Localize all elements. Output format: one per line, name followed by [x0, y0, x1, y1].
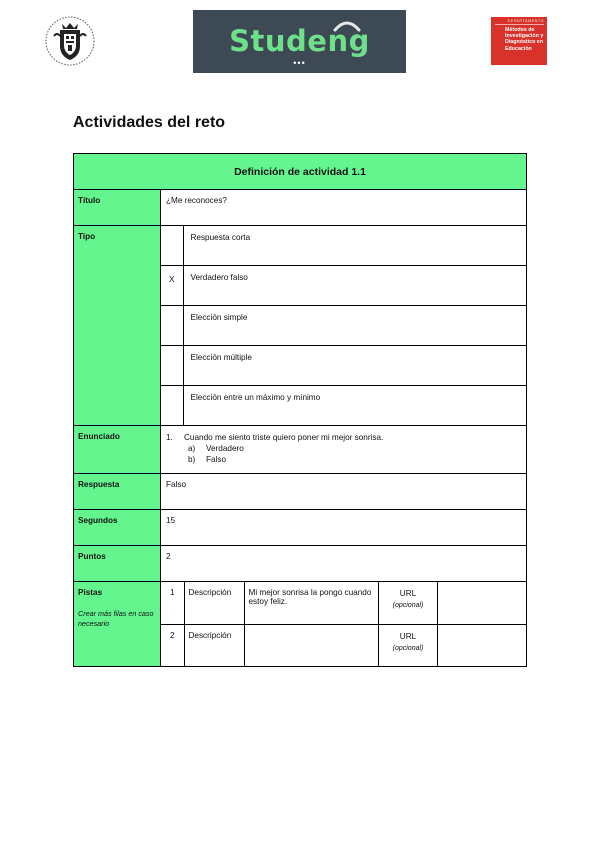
pista-number: 1	[161, 582, 184, 624]
tipo-option-label: Respuesta corta	[183, 226, 526, 266]
respuesta-label: Respuesta	[74, 474, 161, 510]
tipo-option-label: Elección simple	[183, 306, 526, 346]
pista-description-label: Descripción	[184, 582, 244, 624]
tipo-option-label: Elección entre un máximo y mínimo	[190, 393, 321, 402]
pistas-hint: Crear más filas en caso necesario	[78, 609, 154, 628]
pista-url-note: (opcional)	[392, 644, 424, 652]
activity-heading: Definición de actividad 1.1	[74, 154, 527, 190]
pista-description[interactable]: Mi mejor sonrisa la pongo cuando estoy feliz.	[244, 582, 378, 624]
pista-description[interactable]	[244, 624, 378, 666]
pista-url-label: URL	[399, 589, 417, 598]
tipo-option-checkbox[interactable]	[161, 226, 183, 266]
department-logo-text: Métodos de Investigación y Diagnóstico en Educación	[505, 27, 544, 52]
titulo-value: ¿Me reconoces?	[161, 190, 527, 226]
tipo-option[interactable]	[161, 306, 526, 346]
studeng-logo	[193, 10, 406, 73]
question-number: 1.	[166, 433, 173, 442]
tipo-option-checkbox[interactable]	[161, 386, 183, 426]
department-logo-divider	[495, 24, 544, 25]
respuesta-value: Falso	[161, 474, 527, 510]
tipo-option[interactable]	[161, 346, 526, 386]
titulo-label: Título	[74, 190, 161, 226]
pistas-table	[161, 582, 526, 666]
university-crest-logo	[44, 12, 96, 70]
tipo-option-label: Verdadero falso	[183, 266, 526, 306]
tipo-option-checkbox[interactable]	[161, 306, 183, 346]
pistas-label-cell	[74, 582, 161, 667]
tipo-option-checkbox[interactable]	[161, 346, 183, 386]
tipo-label: Tipo	[74, 226, 161, 426]
answer-option-text: Verdadero	[206, 444, 244, 453]
pista-row	[161, 624, 526, 666]
tipo-option-checkbox[interactable]: X	[161, 266, 183, 306]
question-text: Cuando me siento triste quiero poner mi mejor sonrisa.	[184, 433, 384, 442]
pistas-cell	[161, 582, 527, 667]
pista-description-label: Descripción	[184, 624, 244, 666]
tipo-option[interactable]	[161, 226, 526, 266]
pista-url-label-cell	[378, 624, 437, 666]
pista-url[interactable]	[437, 582, 526, 624]
department-logo-label: DEPARTAMENTO	[507, 19, 544, 23]
pista-row	[161, 582, 526, 624]
enunciado-cell	[161, 426, 527, 474]
puntos-label: Puntos	[74, 546, 161, 582]
answer-option-letter: a)	[188, 444, 196, 453]
segundos-value: 15	[161, 510, 527, 546]
puntos-value: 2	[161, 546, 527, 582]
page-title: Actividades del reto	[73, 114, 226, 131]
answer-option-text: Falso	[206, 455, 227, 464]
tipo-option[interactable]	[161, 266, 526, 306]
pista-url-label-cell	[378, 582, 437, 624]
tipo-options-list	[161, 226, 526, 425]
answer-option-letter: b)	[188, 455, 196, 464]
pista-url[interactable]	[437, 624, 526, 666]
activity-definition-table	[73, 153, 527, 667]
pista-url-note: (opcional)	[392, 602, 424, 609]
pistas-label: Pistas	[78, 588, 103, 597]
tipo-option-label: Elección múltiple	[183, 346, 526, 386]
studeng-logo-dots: •••	[293, 58, 306, 68]
pista-url-label: URL	[399, 631, 417, 641]
segundos-label: Segundos	[74, 510, 161, 546]
pista-number: 2	[161, 624, 184, 666]
studeng-logo-text: Studeng	[229, 24, 370, 58]
tipo-option[interactable]	[161, 386, 526, 426]
tipo-options-cell	[161, 226, 527, 426]
department-logo	[491, 17, 547, 65]
enunciado-label: Enunciado	[74, 426, 161, 474]
